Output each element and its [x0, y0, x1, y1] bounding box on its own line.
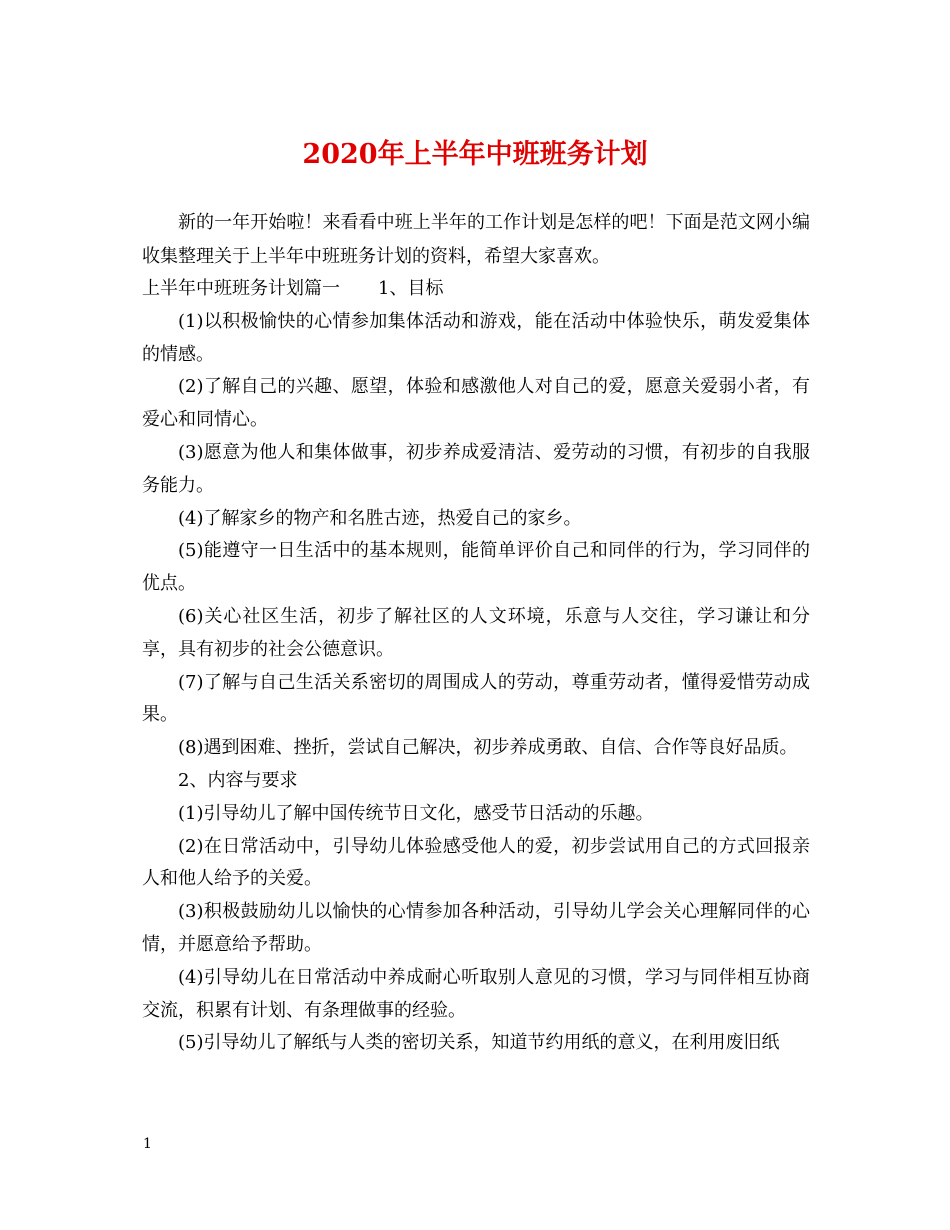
requirement-item: (2)在日常活动中，引导幼儿体验感受他人的爱，初步尝试用自己的方式回报亲人和他人给予的关爱。 [142, 835, 810, 890]
goal-item: (6)关心社区生活，初步了解社区的人文环境，乐意与人交往，学习谦让和分享，具有初步的社会公德意识。 [142, 605, 810, 660]
goal-item: (7)了解与自己生活关系密切的周围成人的劳动，尊重劳动者，懂得爱惜劳动成果。 [142, 671, 810, 726]
goal-item: (8)遇到困难、挫折，尝试自己解决，初步养成勇敢、自信、合作等良好品质。 [178, 737, 798, 759]
goal-item: (5)能遵守一日生活中的基本规则，能简单评价自己和同伴的行为，学习同伴的优点。 [142, 540, 810, 595]
requirement-item: (4)引导幼儿在日常活动中养成耐心听取别人意见的习惯，学习与同伴相互协商交流，积累有计划、有条理做事的经验。 [142, 966, 810, 1021]
section-heading: 上半年中班班务计划篇一 [142, 278, 340, 299]
goal-item: (2)了解自己的兴趣、愿望，体验和感激他人对自己的爱，愿意关爱弱小者，有爱心和同情心。 [142, 376, 810, 431]
section-1-title: 1、目标 [378, 278, 444, 299]
section-heading-line [142, 273, 810, 306]
goal-item: (1)以积极愉快的心情参加集体活动和游戏，能在活动中体验快乐，萌发爱集体的情感。 [142, 310, 810, 365]
requirement-item: (3)积极鼓励幼儿以愉快的心情参加各种活动，引导幼儿学会关心理解同伴的心情，并愿意给予帮助。 [142, 901, 810, 955]
goal-item: (3)愿意为他人和集体做事，初步养成爱清洁、爱劳动的习惯，有初步的自我服务能力。 [142, 441, 810, 496]
intro-paragraph: 新的一年开始啦！来看看中班上半年的工作计划是怎样的吧！下面是范文网小编收集整理关于上半年中班班务计划的资料，希望大家喜欢。 [142, 212, 810, 267]
requirement-item: (5)引导幼儿了解纸与人类的密切关系，知道节约用纸的意义，在利用废旧纸 [178, 1032, 780, 1054]
document-body [142, 206, 810, 1060]
requirement-item: (1)引导幼儿了解中国传统节日文化，感受节日活动的乐趣。 [178, 802, 654, 824]
page-number: 1 [143, 1136, 152, 1152]
goal-item: (4)了解家乡的物产和名胜古迹，热爱自己的家乡。 [178, 507, 582, 529]
document-title: 2020年上半年中班班务计划 [302, 139, 648, 170]
section-2-title: 2、内容与要求 [178, 769, 298, 791]
